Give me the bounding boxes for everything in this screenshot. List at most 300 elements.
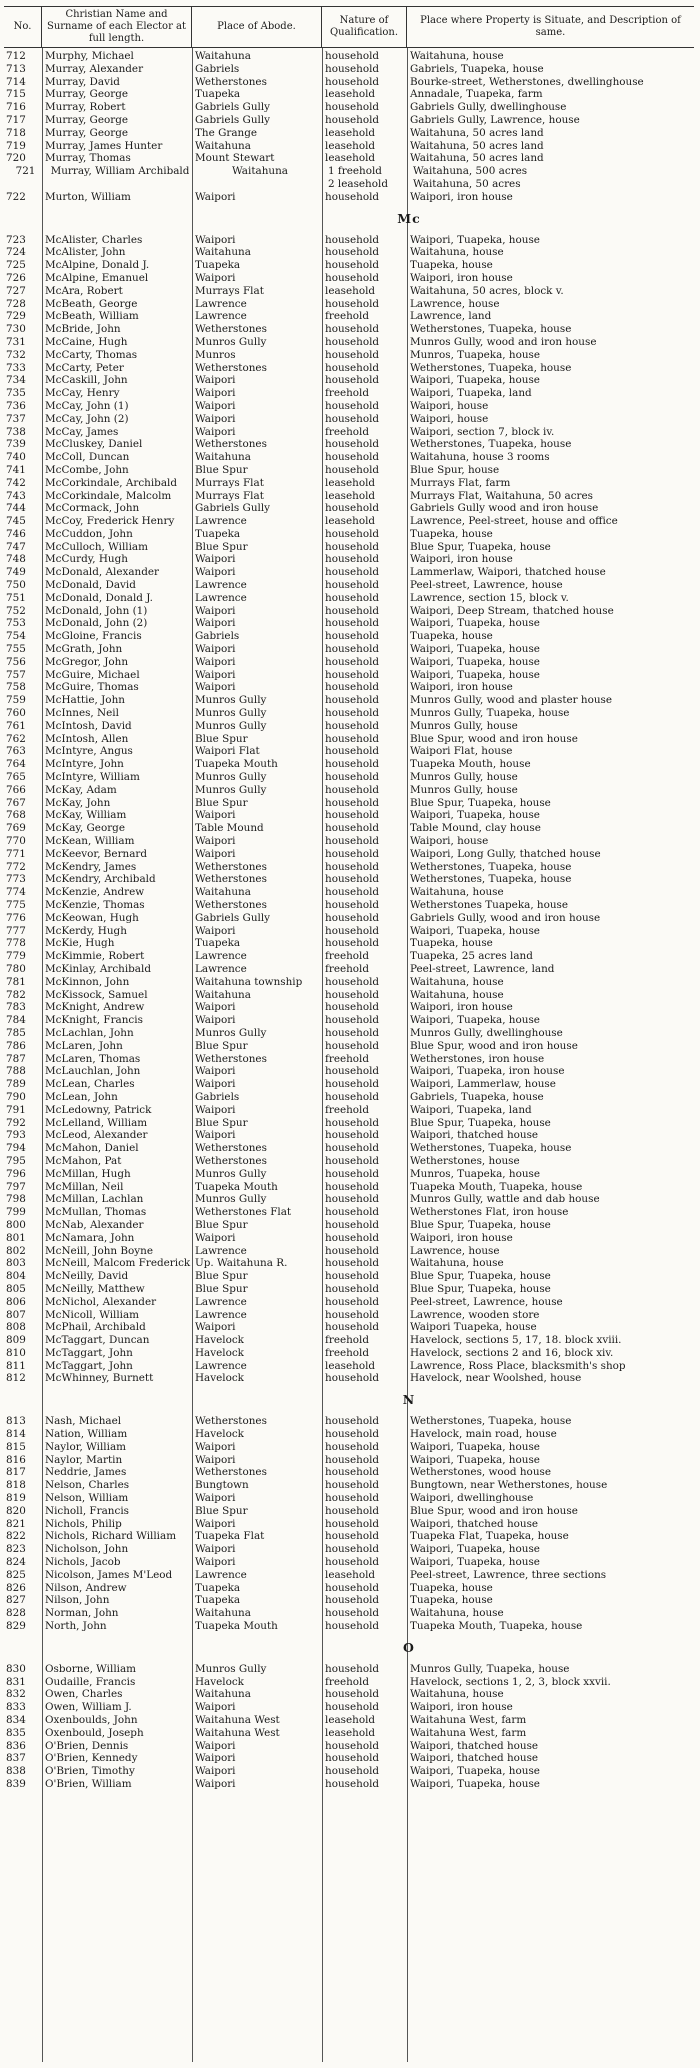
elector-name: McKie, Hugh <box>45 937 115 950</box>
elector-name: McNicoll, William <box>45 1308 140 1321</box>
elector-name: McMahon, Daniel <box>45 1142 139 1155</box>
qualification: leasehold <box>325 88 376 101</box>
property-description: Havelock, near Woolshed, house <box>410 1372 582 1385</box>
table-row <box>4 822 694 835</box>
elector-number: 742 <box>6 476 26 489</box>
elector-number: 734 <box>6 374 26 387</box>
place-of-abode: Munros Gully <box>195 1026 267 1039</box>
table-row <box>4 1454 694 1467</box>
place-of-abode: Lawrence <box>195 962 247 975</box>
qualification: household <box>325 937 380 950</box>
elector-number: 814 <box>6 1428 26 1441</box>
elector-number: 728 <box>6 297 26 310</box>
elector-number: 733 <box>6 361 26 374</box>
property-description: Munros Gully, Tuapeka, house <box>410 707 570 720</box>
property-description: Waipori, Tuapeka, house <box>410 617 540 630</box>
qualification: household <box>325 1090 380 1103</box>
elector-number: 712 <box>6 50 26 62</box>
place-of-abode: Munros Gully <box>195 1662 267 1675</box>
place-of-abode: Waipori <box>195 566 236 579</box>
place-of-abode: Waipori <box>195 668 236 681</box>
elector-name: McDonald, Donald J. <box>45 591 153 604</box>
property-description: Tuapeka, house <box>410 937 493 950</box>
property-description: Peel-street, Lawrence, house <box>410 579 563 592</box>
section-letter: O <box>403 1639 415 1655</box>
elector-name: McLauchlan, John <box>45 1065 141 1078</box>
place-of-abode: Blue Spur <box>195 1282 248 1295</box>
qualification: household <box>325 190 380 203</box>
property-description: Peel-street, Lawrence, house <box>410 1295 563 1308</box>
table-row <box>4 1014 694 1027</box>
elector-name: O'Brien, Kennedy <box>45 1752 138 1765</box>
place-of-abode: Wetherstones <box>195 1466 267 1479</box>
place-of-abode: Tuapeka Mouth <box>195 758 278 771</box>
elector-name: McKeevor, Bernard <box>45 847 148 860</box>
table-row <box>4 451 694 464</box>
section-heading <box>4 204 694 234</box>
qualification: household <box>325 50 380 62</box>
elector-name: Nicolson, James M'Leod <box>45 1568 173 1581</box>
elector-number: 811 <box>6 1359 26 1372</box>
place-of-abode: Waipori <box>195 1440 236 1453</box>
qualification: household <box>325 630 380 643</box>
elector-number: 751 <box>6 591 26 604</box>
table-row <box>4 592 694 605</box>
elector-name: McTaggart, John <box>45 1359 133 1372</box>
table-row <box>4 976 694 989</box>
qualification: household <box>325 694 380 707</box>
table-row <box>4 835 694 848</box>
elector-name: McMillan, Neil <box>45 1180 124 1193</box>
qualification: household <box>325 655 380 668</box>
elector-name: Murray, Thomas <box>45 152 131 165</box>
place-of-abode: Waipori <box>195 399 236 412</box>
elector-number: 715 <box>6 88 26 101</box>
elector-name: Nilson, John <box>45 1594 110 1607</box>
place-of-abode: Waipori <box>195 553 236 566</box>
table-row <box>4 1663 694 1676</box>
place-of-abode: Waitahuna <box>195 988 251 1001</box>
elector-number: 801 <box>6 1231 26 1244</box>
property-description: Munros Gully, Tuapeka, house <box>410 1662 570 1675</box>
property-description: Murrays Flat, Waitahuna, 50 acres <box>410 489 594 502</box>
table-row <box>4 50 694 63</box>
property-description: Blue Spur, Tuapeka, house <box>410 1270 551 1283</box>
elector-name: O'Brien, Dennis <box>45 1739 129 1752</box>
elector-number: 834 <box>6 1714 26 1727</box>
place-of-abode: Munros Gully <box>195 1193 267 1206</box>
property-description: Waipori, Tuapeka, house <box>410 655 540 668</box>
qualification: household <box>325 1001 380 1014</box>
property-description: Munros Gully, wood and iron house <box>410 335 597 348</box>
place-of-abode: Lawrence <box>195 591 247 604</box>
elector-number: 808 <box>6 1321 26 1334</box>
elector-name: Nelson, Charles <box>45 1479 130 1492</box>
elector-name: McCuddon, John <box>45 527 133 540</box>
elector-name: McNeilly, Matthew <box>45 1282 145 1295</box>
qualification: household <box>325 1014 380 1027</box>
elector-number: 767 <box>6 796 26 809</box>
table-row <box>4 63 694 76</box>
qualification: household <box>325 1244 380 1257</box>
place-of-abode: Blue Spur <box>195 540 248 553</box>
table-row <box>4 1620 694 1633</box>
place-of-abode: Havelock <box>195 1372 244 1385</box>
place-of-abode: Waipori <box>195 374 236 387</box>
property-description: Waipori, section 7, block iv. <box>410 425 555 438</box>
place-of-abode: Waipori <box>195 1739 236 1752</box>
property-description: Gabriels Gully, Lawrence, house <box>410 113 580 126</box>
elector-name: McKay, George <box>45 822 125 835</box>
qualification: household <box>325 438 380 451</box>
place-of-abode: Lawrence <box>195 1568 247 1581</box>
property-description: Havelock, sections 5, 17, 18. block xviii. <box>410 1334 622 1347</box>
elector-name: McKenzie, Andrew <box>45 886 145 899</box>
header-abode: Place of Abode. <box>192 7 322 47</box>
table-row <box>4 1714 694 1727</box>
elector-number: 817 <box>6 1466 26 1479</box>
qualification: household <box>325 271 380 284</box>
qualification: household <box>325 988 380 1001</box>
table-row <box>4 1257 694 1270</box>
elector-number: 837 <box>6 1752 26 1765</box>
table-row <box>4 1518 694 1531</box>
table-row <box>4 323 694 336</box>
qualification: 2 leasehold <box>328 177 388 190</box>
elector-name: McDonald, John (2) <box>45 617 148 630</box>
qualification: leasehold <box>325 1714 376 1727</box>
elector-name: McTaggart, John <box>45 1346 133 1359</box>
elector-number: 780 <box>6 962 26 975</box>
qualification: leasehold <box>325 126 376 139</box>
elector-name: McCay, James <box>45 425 119 438</box>
elector-number: 832 <box>6 1688 26 1701</box>
qualification: household <box>325 412 380 425</box>
elector-number: 830 <box>6 1662 26 1675</box>
property-description: Waipori Tuapeka, house <box>410 1321 537 1334</box>
property-description: Waitahuna, house <box>410 1607 504 1620</box>
elector-number: 719 <box>6 139 26 152</box>
qualification: household <box>325 591 380 604</box>
table-row <box>4 1360 694 1373</box>
property-description: Waipori, Lammerlaw, house <box>410 1078 556 1091</box>
elector-name: McTaggart, Duncan <box>45 1334 150 1347</box>
qualification: household <box>325 886 380 899</box>
property-description: Gabriels, Tuapeka, house <box>410 1090 544 1103</box>
elector-number: 805 <box>6 1282 26 1295</box>
place-of-abode: Tuapeka <box>195 1594 241 1607</box>
place-of-abode: Blue Spur <box>195 1116 248 1129</box>
table-row <box>4 490 694 503</box>
elector-name: McGregor, John <box>45 655 129 668</box>
table-row <box>4 515 694 528</box>
table-row <box>4 246 694 259</box>
qualification: household <box>325 62 380 75</box>
elector-number: 755 <box>6 643 26 656</box>
elector-name: Murray, George <box>45 113 129 126</box>
qualification: household <box>325 374 380 387</box>
elector-number: 718 <box>6 126 26 139</box>
property-description: Annadale, Tuapeka, farm <box>410 88 543 101</box>
property-description: Tuapeka Mouth, Tuapeka, house <box>410 1180 583 1193</box>
elector-number: 770 <box>6 835 26 848</box>
property-description: Tuapeka, house <box>410 1594 493 1607</box>
elector-name: McMullan, Thomas <box>45 1206 147 1219</box>
property-description: Blue Spur, wood and iron house <box>410 1039 578 1052</box>
elector-number: 730 <box>6 323 26 336</box>
property-description: Waipori, iron house <box>410 271 513 284</box>
place-of-abode: Munros Gully <box>195 1167 267 1180</box>
table-row <box>4 771 694 784</box>
elector-name: North, John <box>45 1620 107 1633</box>
elector-number: 760 <box>6 707 26 720</box>
property-description: Waipori, Tuapeka, house <box>410 668 540 681</box>
table-row <box>4 1676 694 1689</box>
elector-number: 750 <box>6 579 26 592</box>
table-row <box>4 101 694 114</box>
property-description: Waitahuna, house <box>410 246 504 259</box>
place-of-abode: Waitahuna <box>195 139 251 152</box>
table-row <box>4 1142 694 1155</box>
table-row <box>4 438 694 451</box>
place-of-abode: Lawrence <box>195 950 247 963</box>
qualification: household <box>325 297 380 310</box>
property-description: Wetherstones, Tuapeka, house <box>410 1415 572 1428</box>
property-description: Wetherstones Tuapeka, house <box>410 899 569 911</box>
elector-number: 759 <box>6 694 26 707</box>
elector-number: 775 <box>6 899 26 911</box>
property-description: Waipori, Tuapeka, house <box>410 1778 540 1790</box>
table-row <box>4 1104 694 1117</box>
elector-number: 787 <box>6 1052 26 1065</box>
qualification: household <box>325 745 380 758</box>
qualification: household <box>325 1142 380 1155</box>
table-row <box>4 1193 694 1206</box>
property-description: Bungtown, near Wetherstones, house <box>410 1479 608 1492</box>
table-row <box>4 553 694 566</box>
place-of-abode: Waitahuna <box>195 1607 251 1620</box>
table-row <box>4 1347 694 1360</box>
elector-name: McKendry, Archibald <box>45 873 156 886</box>
place-of-abode: Waipori <box>195 1001 236 1014</box>
property-description: Tuapeka Mouth, Tuapeka, house <box>410 1620 583 1633</box>
qualification: household <box>325 1688 380 1701</box>
table-row <box>4 963 694 976</box>
elector-name: McAra, Robert <box>45 284 123 297</box>
elector-name: McKeowan, Hugh <box>45 911 139 924</box>
property-description: Munros, Tuapeka, house <box>410 1167 541 1180</box>
table-row <box>4 784 694 797</box>
qualification: household <box>325 1620 380 1633</box>
elector-name: McKinnon, John <box>45 975 130 988</box>
table-row <box>4 1466 694 1479</box>
elector-name: Murray, David <box>45 75 120 88</box>
table-row <box>4 950 694 963</box>
place-of-abode: Murrays Flat <box>195 284 264 297</box>
elector-number: 716 <box>6 101 26 114</box>
elector-number: 810 <box>6 1346 26 1359</box>
place-of-abode: Blue Spur <box>195 796 248 809</box>
property-description: Waipori, Tuapeka, house <box>410 809 540 822</box>
place-of-abode: Munros <box>195 348 236 361</box>
elector-number: 782 <box>6 988 26 1001</box>
place-of-abode: Tuapeka Mouth <box>195 1620 278 1633</box>
qualification: leasehold <box>325 489 376 502</box>
qualification: household <box>325 1116 380 1129</box>
elector-number: 784 <box>6 1014 26 1027</box>
table-row <box>4 1607 694 1620</box>
elector-name: Nation, William <box>45 1428 128 1441</box>
table-row <box>4 1321 694 1334</box>
elector-name: McKay, William <box>45 809 127 822</box>
property-description: Waitahuna, house <box>410 1688 504 1701</box>
elector-name: McBride, John <box>45 323 121 336</box>
place-of-abode: Waipori <box>195 1778 236 1790</box>
elector-name: McCoy, Frederick Henry <box>45 515 175 528</box>
place-of-abode: Munros Gully <box>195 694 267 707</box>
elector-name: McNeill, John Boyne <box>45 1244 153 1257</box>
property-description: Waitahuna, 500 acres <box>413 165 528 178</box>
qualification: household <box>325 1594 380 1607</box>
elector-name: Naylor, William <box>45 1440 127 1453</box>
table-row <box>4 1040 694 1053</box>
table-row <box>4 477 694 490</box>
table-row <box>4 1117 694 1130</box>
property-description: Waipori, Tuapeka, house <box>410 1543 540 1556</box>
property-description: Waipori, Tuapeka, house <box>410 1453 540 1466</box>
qualification: household <box>325 668 380 681</box>
place-of-abode: Tuapeka <box>195 937 241 950</box>
place-of-abode: Waipori <box>195 1014 236 1027</box>
qualification: household <box>325 809 380 822</box>
elector-number: 736 <box>6 399 26 412</box>
property-description: Table Mound, clay house <box>410 822 541 835</box>
qualification: household <box>325 1701 380 1714</box>
table-row <box>4 1078 694 1091</box>
place-of-abode: Waitahuna <box>195 50 251 62</box>
elector-number: 783 <box>6 1001 26 1014</box>
qualification: leasehold <box>325 476 376 489</box>
elector-name: McKimmie, Robert <box>45 950 145 963</box>
elector-number: 766 <box>6 783 26 796</box>
elector-name: Naylor, Martin <box>45 1453 123 1466</box>
place-of-abode: Wetherstones <box>195 361 267 374</box>
place-of-abode: Waipori <box>195 387 236 400</box>
elector-name: McCorkindale, Archibald <box>45 476 177 489</box>
table-row <box>4 605 694 618</box>
place-of-abode: Wetherstones <box>195 1142 267 1155</box>
property-description: Tuapeka Flat, Tuapeka, house <box>410 1530 569 1543</box>
qualification: household <box>325 1206 380 1219</box>
property-description: Waipori, thatched house <box>410 1739 539 1752</box>
elector-name: McCay, John (2) <box>45 412 129 425</box>
elector-name: McGrath, John <box>45 643 123 656</box>
elector-name: Murray, Robert <box>45 101 126 114</box>
place-of-abode: Waipori <box>195 412 236 425</box>
property-description: Waipori, house <box>410 399 489 412</box>
elector-number: 812 <box>6 1372 26 1385</box>
qualification: household <box>325 1308 380 1321</box>
qualification: household <box>325 617 380 630</box>
elector-number: 839 <box>6 1778 26 1790</box>
qualification: household <box>325 1257 380 1270</box>
table-row <box>4 1582 694 1595</box>
property-description: Munros Gully, house <box>410 771 518 784</box>
table-row <box>4 1065 694 1078</box>
elector-number: 789 <box>6 1078 26 1091</box>
place-of-abode: Waitahuna <box>195 886 251 899</box>
elector-number: 807 <box>6 1308 26 1321</box>
property-description: Waipori, iron house <box>410 553 513 566</box>
place-of-abode: Waitahuna West <box>195 1714 280 1727</box>
property-description: Waipori, thatched house <box>410 1129 539 1142</box>
property-description: Munros Gully, house <box>410 719 518 732</box>
place-of-abode: Lawrence <box>195 1295 247 1308</box>
table-row <box>4 336 694 349</box>
qualification: household <box>325 540 380 553</box>
elector-name: Nichols, Richard William <box>45 1530 177 1543</box>
qualification: household <box>325 1543 380 1556</box>
qualification: household <box>325 1167 380 1180</box>
table-row <box>4 1053 694 1066</box>
qualification: household <box>325 246 380 259</box>
elector-name: McCombe, John <box>45 463 129 476</box>
place-of-abode: Tuapeka Mouth <box>195 1180 278 1193</box>
table-row <box>4 528 694 541</box>
table-row <box>4 1778 694 1791</box>
qualification: household <box>325 101 380 114</box>
qualification: household <box>325 1581 380 1594</box>
qualification: household <box>325 113 380 126</box>
table-row <box>4 298 694 311</box>
qualification: household <box>325 1428 380 1441</box>
place-of-abode: Blue Spur <box>195 1218 248 1231</box>
qualification: freehold <box>325 310 370 323</box>
elector-number: 778 <box>6 937 26 950</box>
property-description: Waipori, Tuapeka, land <box>410 1103 532 1116</box>
qualification: household <box>325 1154 380 1167</box>
elector-number: 713 <box>6 62 26 75</box>
table-row <box>4 349 694 362</box>
place-of-abode: The Grange <box>195 126 258 139</box>
place-of-abode: Waipori <box>195 1752 236 1765</box>
property-description: Waitahuna, house 3 rooms <box>410 451 550 464</box>
qualification: household <box>325 1026 380 1039</box>
place-of-abode: Wetherstones <box>195 75 267 88</box>
elector-name: McKay, Adam <box>45 783 117 796</box>
elector-number: 720 <box>6 152 26 165</box>
elector-name: McMahon, Pat <box>45 1154 122 1167</box>
elector-number: 820 <box>6 1504 26 1517</box>
qualification: household <box>325 1193 380 1206</box>
property-description: Lawrence, land <box>410 310 492 323</box>
elector-number: 824 <box>6 1556 26 1569</box>
qualification: household <box>325 361 380 374</box>
property-description: Waipori, iron house <box>410 1001 513 1014</box>
property-description: Tuapeka, house <box>410 1581 493 1594</box>
property-description: Gabriels Gully, dwellinghouse <box>410 101 567 114</box>
place-of-abode: Gabriels Gully <box>195 101 271 114</box>
elector-name: McColl, Duncan <box>45 451 130 464</box>
qualification: household <box>325 1415 380 1428</box>
property-description: Lawrence, section 15, block v. <box>410 591 569 604</box>
property-description: Waitahuna, 50 acres land <box>410 139 544 152</box>
elector-number: 786 <box>6 1039 26 1052</box>
elector-number: 813 <box>6 1415 26 1428</box>
elector-name: Owen, Charles <box>45 1688 123 1701</box>
elector-number: 748 <box>6 553 26 566</box>
place-of-abode: Waipori <box>195 1129 236 1142</box>
